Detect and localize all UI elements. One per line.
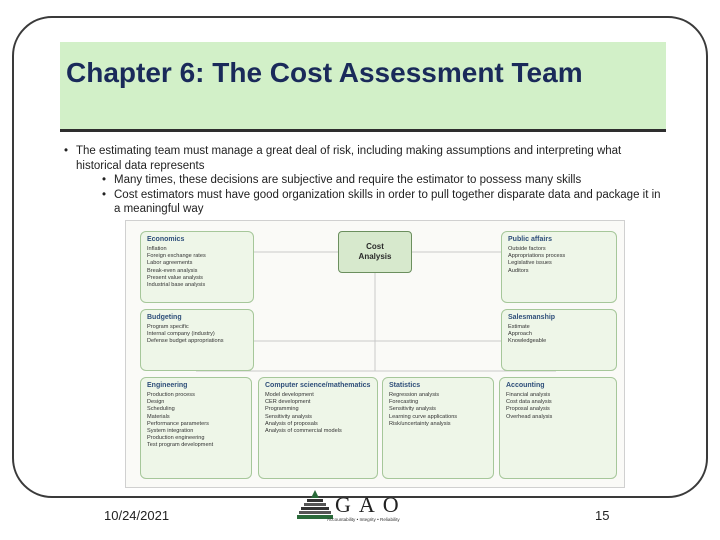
list-item: Forecasting <box>389 399 419 406</box>
list-item: Sensitivity analysis <box>265 413 312 420</box>
list-item: Materials <box>147 413 170 420</box>
list-item: Internal company (industry) <box>147 331 215 338</box>
box-title: Public affairs <box>508 236 552 243</box>
list-item: Program specific <box>147 324 189 330</box>
list-item: Inflation <box>147 246 167 252</box>
list-item: Approach <box>508 331 532 338</box>
list-item: Defense budget appropriations <box>147 338 224 345</box>
list-item: Overhead analysis <box>506 413 553 420</box>
list-item: Analysis of proposals <box>265 420 318 427</box>
list-item: Programming <box>265 406 299 413</box>
list-item: Cost data analysis <box>506 399 552 406</box>
list-item: Outside factors <box>508 246 546 252</box>
list-item: System integration <box>147 428 194 435</box>
list-item: Industrial base analysis <box>147 282 206 289</box>
box-title: Salesmanship <box>508 314 556 321</box>
discipline-box-public-affairs <box>501 231 617 303</box>
sub-bullet-item: • Many times, these decisions are subjective and require the estimator to possess many skills <box>64 173 664 188</box>
list-item: Risk/uncertainty analysis <box>389 420 451 427</box>
discipline-box-statistics <box>382 377 494 479</box>
list-item: Legislative issues <box>508 260 552 267</box>
list-item: Financial analysis <box>506 392 551 398</box>
logo-text: GAO <box>335 492 407 517</box>
cost-analysis-center-box <box>338 231 412 273</box>
list-item: Test program development <box>147 442 214 449</box>
list-item: Design <box>147 399 165 406</box>
page-number: 15 <box>595 508 610 523</box>
list-item: Sensitivity analysis <box>389 406 436 413</box>
list-item: Foreign exchange rates <box>147 253 206 260</box>
cost-analysis-diagram <box>125 220 625 488</box>
bullet-list <box>64 144 664 217</box>
discipline-box-accounting <box>499 377 617 479</box>
list-item: Regression analysis <box>389 392 440 398</box>
discipline-box-engineering <box>140 377 252 479</box>
list-item: Break-even analysis <box>147 267 198 274</box>
list-item: Proposal analysis <box>506 406 550 413</box>
box-title: Economics <box>147 236 185 243</box>
footer-date: 10/24/2021 <box>104 508 170 523</box>
gao-emblem-icon <box>297 488 333 528</box>
bullet-item: • The estimating team must manage a great deal of risk, including making assumptions and interpreting what historical data represents <box>64 144 664 173</box>
slide-title: Chapter 6: The Cost Assessment Team <box>66 57 583 88</box>
sub-bullet-item: • Cost estimators must have good organization skills in order to pull together disparate data and package it in a meaningful way <box>64 188 664 217</box>
list-item: Learning curve applications <box>389 413 458 420</box>
list-item: Appropriations process <box>508 253 566 260</box>
box-title: Statistics <box>389 382 421 389</box>
discipline-box-budgeting <box>140 309 254 371</box>
list-item: Estimate <box>508 324 530 330</box>
discipline-box-computer-science <box>258 377 378 479</box>
logo-tagline: Accountability • Integrity • Reliability <box>327 517 400 522</box>
list-item: Scheduling <box>147 406 175 413</box>
list-item: CER development <box>265 399 311 406</box>
list-item: Model development <box>265 392 314 398</box>
title-bar <box>60 42 666 132</box>
box-title: Computer science/mathematics <box>265 382 371 389</box>
list-item: Auditors <box>508 267 529 274</box>
discipline-box-salesmanship <box>501 309 617 371</box>
list-item: Knowledgeable <box>508 338 547 345</box>
list-item: Labor agreements <box>147 260 193 267</box>
box-title: Engineering <box>147 382 188 389</box>
box-title: Accounting <box>506 382 545 389</box>
center-label: Cost Analysis <box>358 242 392 261</box>
list-item: Analysis of commercial models <box>265 428 342 435</box>
list-item: Production process <box>147 392 195 398</box>
discipline-box-economics <box>140 231 254 303</box>
list-item: Performance parameters <box>147 420 209 427</box>
gao-logo <box>297 488 421 528</box>
list-item: Present value analysis <box>147 274 203 281</box>
box-title: Budgeting <box>147 314 182 321</box>
list-item: Production engineering <box>147 435 205 442</box>
